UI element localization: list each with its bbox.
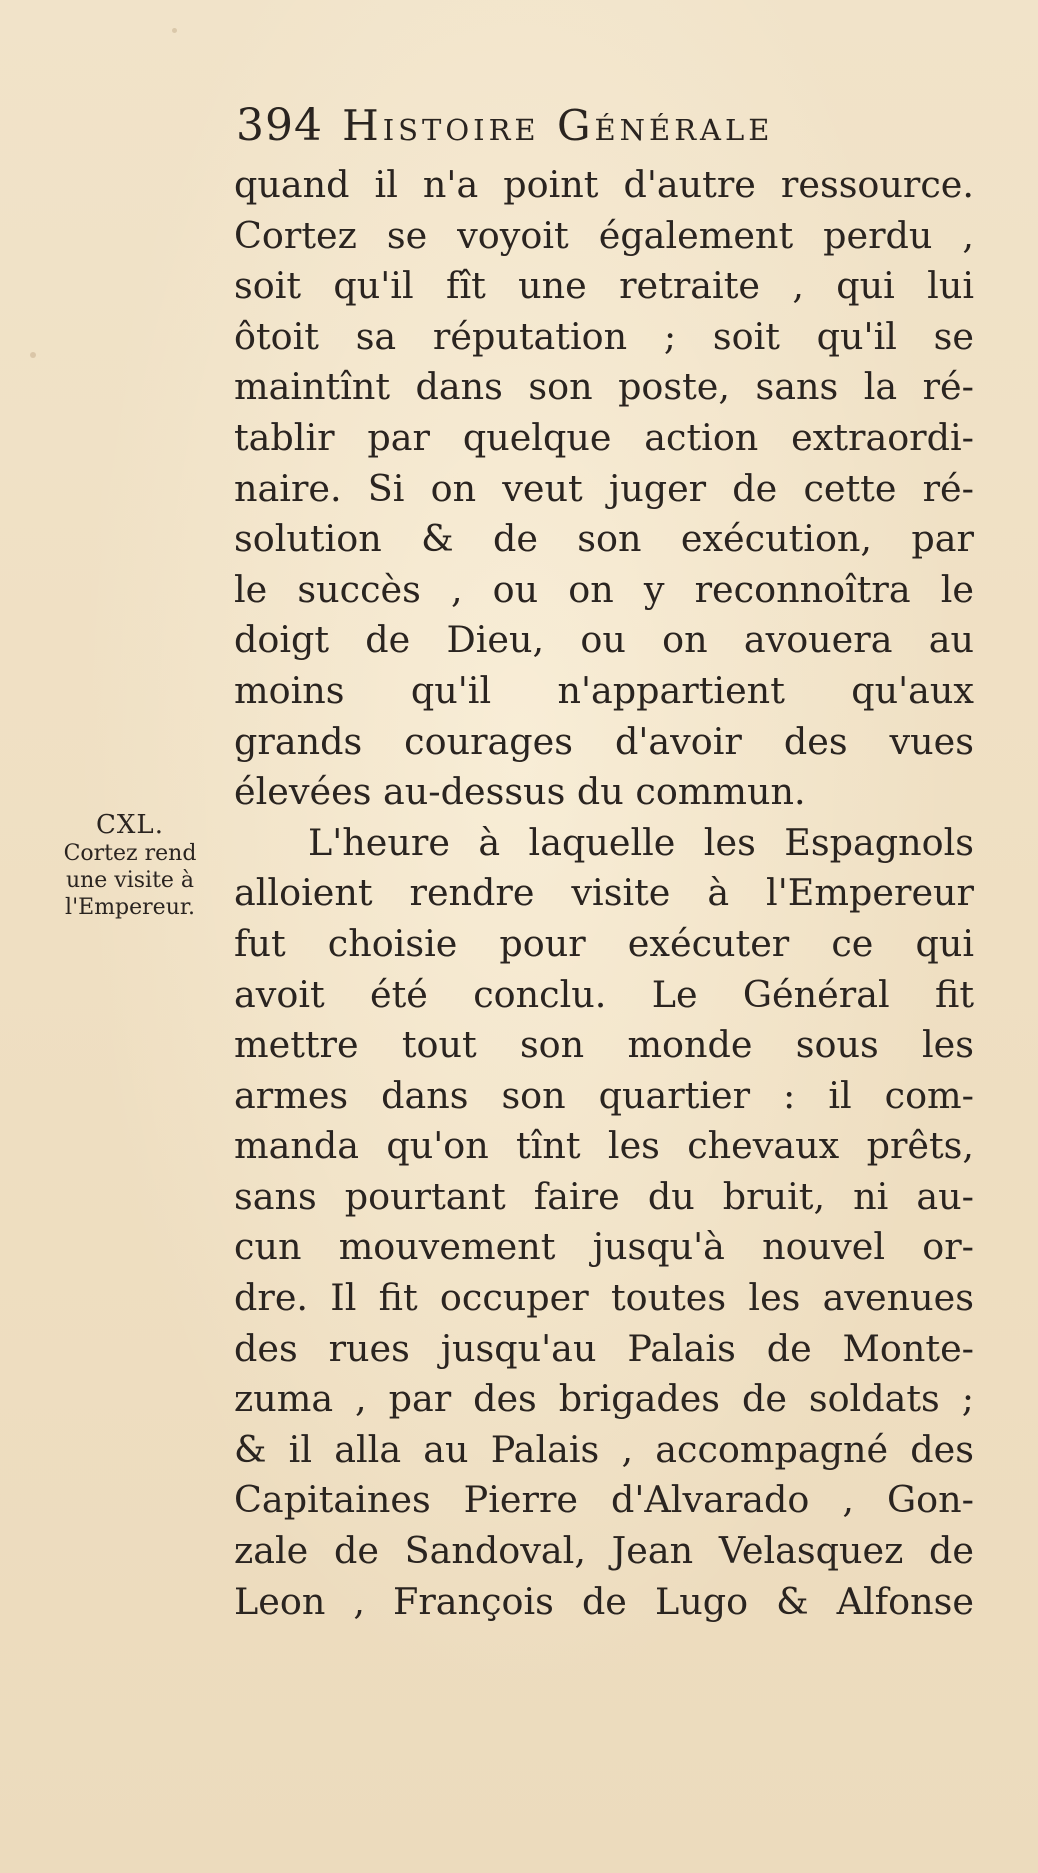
text-line: alloient rendre visite à l'Empereur — [234, 871, 974, 915]
text-line: L'heure à laquelle les Espagnols — [308, 820, 974, 864]
text-line: le succès , ou on y reconnoîtra le — [234, 567, 974, 611]
text-line: dre. Il fit occuper toutes les avenues — [234, 1276, 974, 1320]
text-line: des rues jusqu'au Palais de Monte- — [234, 1326, 974, 1370]
body-text — [234, 160, 974, 1627]
paper-stain — [172, 28, 177, 33]
text-line: avoit été conclu. Le Général fit — [234, 972, 974, 1016]
text-line: Capitaines Pierre d'Alvarado , Gon- — [234, 1478, 974, 1522]
text-line: soit qu'il fît une retraite , qui lui — [234, 264, 974, 308]
text-line: maintînt dans son poste, sans la ré- — [234, 365, 974, 409]
text-line: zuma , par des brigades de soldats ; — [234, 1377, 974, 1421]
text-line: Cortez se voyoit également perdu , — [234, 213, 974, 257]
text-line: cun mouvement jusqu'à nouvel or- — [234, 1225, 974, 1269]
margin-note-line: l'Empereur. — [65, 895, 195, 920]
running-title: Histoire Générale — [342, 101, 774, 150]
margin-note-line: Cortez rend — [63, 841, 197, 866]
text-line: manda qu'on tînt les chevaux prêts, — [234, 1124, 974, 1168]
text-line: armes dans son quartier : il com- — [234, 1073, 974, 1117]
margin-note — [28, 810, 232, 921]
text-line: solution & de son exécution, par — [234, 517, 974, 561]
text-line: fut choisie pour exécuter ce qui — [234, 921, 974, 965]
text-line: tablir par quelque action extraordi- — [234, 415, 974, 459]
text-line: zale de Sandoval, Jean Velasquez de — [234, 1529, 974, 1573]
text-line: grands courages d'avoir des vues — [234, 719, 974, 763]
text-line: Leon , François de Lugo & Alfonse — [234, 1579, 974, 1623]
text-line: moins qu'il n'appartient qu'aux — [234, 668, 974, 712]
page-number: 394 — [236, 100, 323, 151]
text-line: naire. Si on veut juger de cette ré- — [234, 466, 974, 510]
running-header — [236, 100, 956, 160]
section-number: CXL. — [96, 810, 164, 840]
text-line: doigt de Dieu, ou on avouera au — [234, 618, 974, 662]
text-line: élevées au-dessus du commun. — [234, 770, 806, 814]
text-line: ôtoit sa réputation ; soit qu'il se — [234, 314, 974, 358]
text-line: sans pourtant faire du bruit, ni au- — [234, 1174, 974, 1218]
text-line: mettre tout son monde sous les — [234, 1023, 974, 1067]
text-line: quand il n'a point d'autre ressource. — [234, 163, 974, 206]
paper-stain — [30, 352, 36, 358]
text-line: & il alla au Palais , accompagné des — [234, 1427, 974, 1471]
margin-note-line: une visite à — [65, 868, 195, 893]
